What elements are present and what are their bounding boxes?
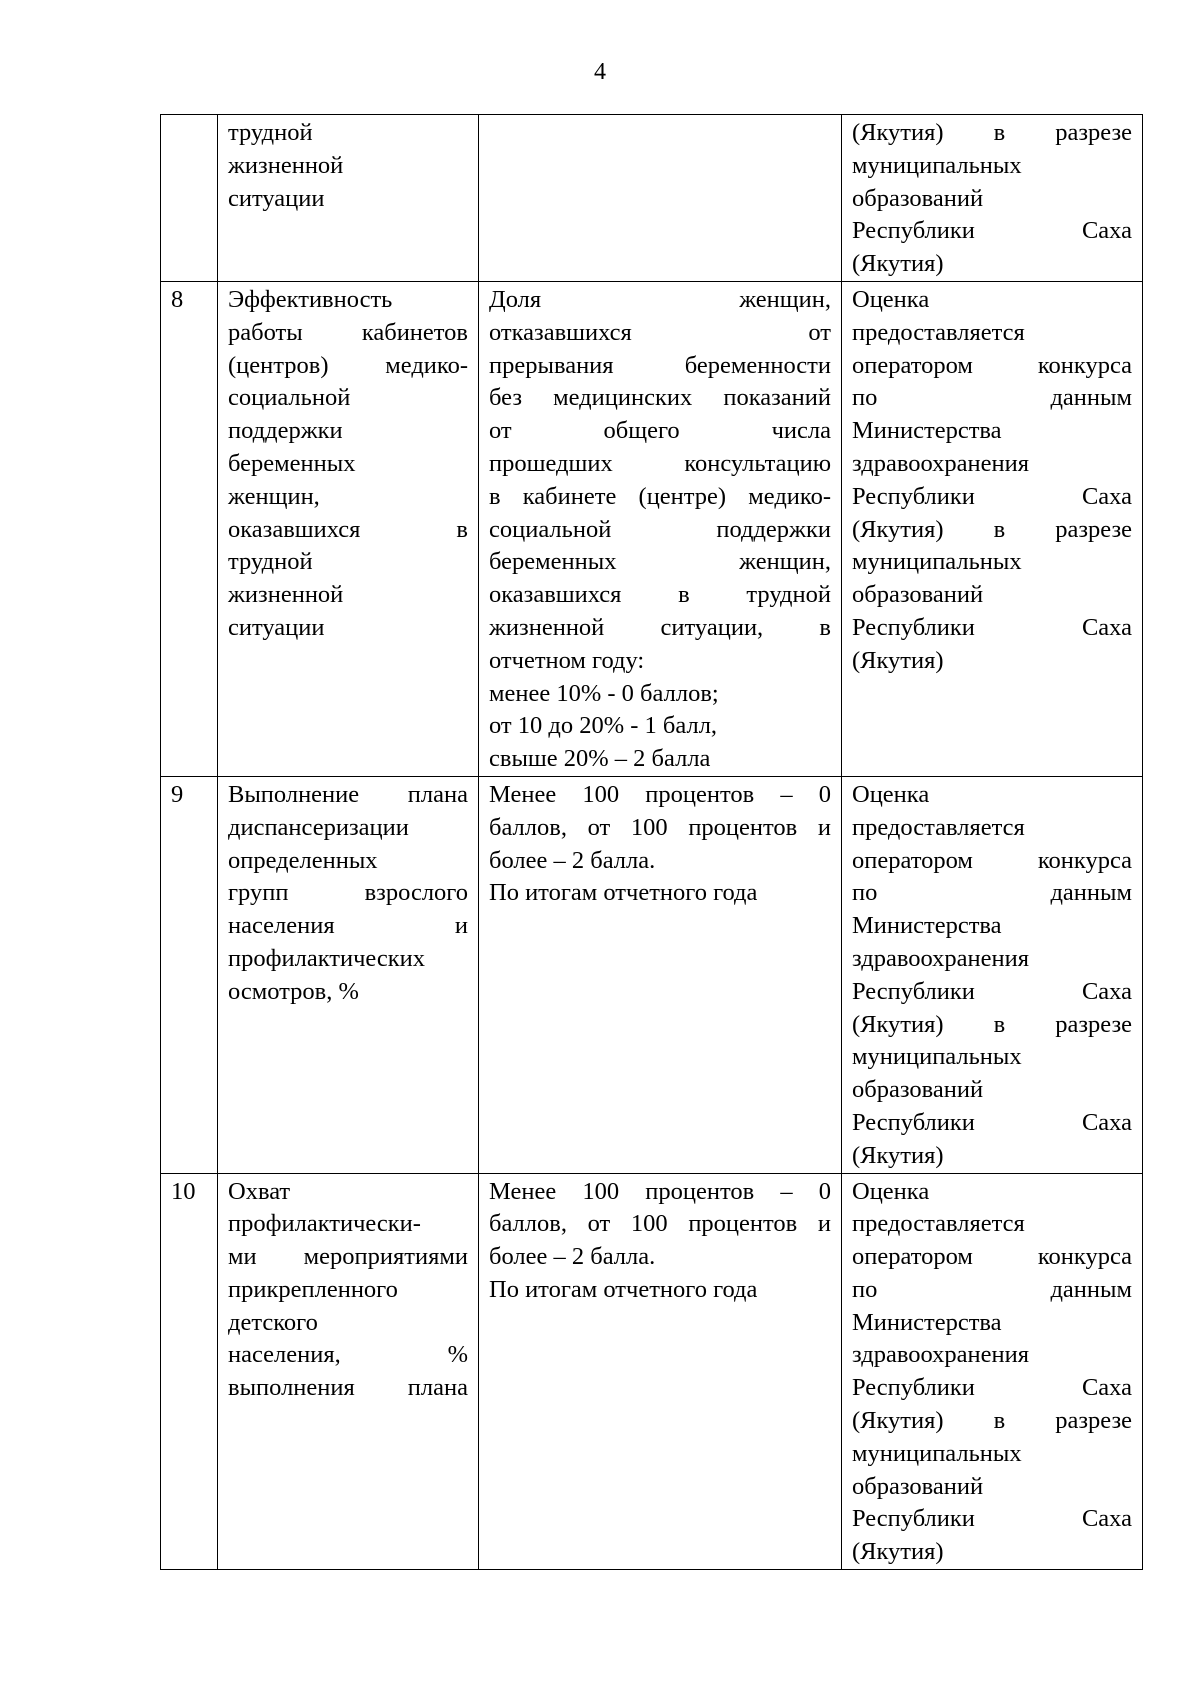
cell-line: жизненной [228, 151, 344, 179]
cell-line: Выполнение плана [228, 780, 468, 808]
cell-line: образований [852, 581, 984, 609]
cell-line: предоставляется [852, 318, 1025, 346]
cell-line: более – 2 балла. [489, 846, 656, 874]
cell-line: Министерства [852, 1308, 1002, 1336]
cell-line: населения и [228, 912, 468, 940]
cell-line: социальной [228, 384, 351, 412]
cell-line: (Якутия) [852, 250, 944, 278]
cell-line: Менее 100 процентов – 0 [489, 1177, 831, 1205]
cell-line: Охват [228, 1177, 291, 1205]
cell-line: прошедших консультацию [489, 449, 831, 477]
cell-line: выполнения плана [228, 1374, 468, 1402]
cell-line: осмотров, % [228, 977, 359, 1005]
cell-line: предоставляется [852, 813, 1025, 841]
cell-line: диспансеризации [228, 813, 409, 841]
row-number: 9 [161, 776, 218, 1173]
cell-line: образований [852, 1472, 984, 1500]
source-cell [842, 1173, 1143, 1570]
cell-line: ситуации [228, 613, 325, 641]
cell-line: муниципальных [852, 1043, 1022, 1071]
cell-line: жизненной [228, 581, 344, 609]
scoring-cell [479, 1173, 842, 1570]
scoring-cell [479, 776, 842, 1173]
cell-line: Республики Саха [852, 1505, 1132, 1533]
cell-line: поддержки [228, 417, 343, 445]
source-cell [842, 115, 1143, 282]
cell-line: (Якутия) [852, 646, 944, 674]
cell-line: менее 10% - 0 баллов; [489, 679, 719, 707]
cell-line: оператором конкурса [852, 1243, 1132, 1271]
cell-line: отчетном году: [489, 646, 645, 674]
cell-line: Оценка [852, 285, 930, 313]
scoring-cell [479, 115, 842, 282]
cell-line: Менее 100 процентов – 0 [489, 780, 831, 808]
cell-line: женщин, [228, 482, 320, 510]
cell-line: социальной поддержки [489, 515, 831, 543]
cell-line: Министерства [852, 912, 1002, 940]
cell-line: муниципальных [852, 151, 1022, 179]
cell-line: прерывания беременности [489, 351, 831, 379]
cell-line: беременных женщин, [489, 548, 831, 576]
scoring-cell [479, 281, 842, 776]
cell-line: трудной [228, 548, 313, 576]
cell-line: в кабинете (центре) медико- [489, 482, 831, 510]
cell-line: работы кабинетов [228, 318, 468, 346]
source-cell [842, 281, 1143, 776]
cell-line: предоставляется [852, 1210, 1025, 1238]
cell-line: населения, % [228, 1341, 468, 1369]
cell-line: Республики Саха [852, 1374, 1132, 1402]
cell-line: беременных [228, 449, 356, 477]
cell-line: По итогам отчетного года [489, 879, 758, 907]
cell-line: Оценка [852, 1177, 930, 1205]
source-cell [842, 776, 1143, 1173]
criterion-cell [218, 776, 479, 1173]
row-number [161, 115, 218, 282]
cell-line: Республики Саха [852, 613, 1132, 641]
table-row [161, 776, 1143, 1173]
cell-line: муниципальных [852, 548, 1022, 576]
cell-line: образований [852, 184, 984, 212]
cell-line: Республики Саха [852, 1108, 1132, 1136]
cell-line: (центров) медико- [228, 351, 468, 379]
cell-line: (Якутия) в разрезе [852, 515, 1132, 543]
table-row [161, 115, 1143, 282]
cell-line: оказавшихся в [228, 515, 468, 543]
cell-line: ми мероприятиями [228, 1243, 468, 1271]
cell-line: оператором конкурса [852, 846, 1132, 874]
cell-line: (Якутия) в разрезе [852, 1010, 1132, 1038]
cell-line: баллов, от 100 процентов и [489, 813, 831, 841]
cell-line: трудной [228, 119, 313, 146]
cell-line: от 10 до 20% - 1 балл, [489, 712, 718, 740]
cell-line: Министерства [852, 417, 1002, 445]
cell-line: профилактически- [228, 1210, 421, 1238]
cell-line: жизненной ситуации, в [489, 613, 831, 641]
criterion-cell [218, 115, 479, 282]
cell-line: баллов, от 100 процентов и [489, 1210, 831, 1238]
cell-line: по данным [852, 384, 1132, 412]
cell-line: здравоохранения [852, 1341, 1029, 1369]
criterion-cell [218, 281, 479, 776]
cell-line: оператором конкурса [852, 351, 1132, 379]
row-number: 10 [161, 1173, 218, 1570]
cell-line: здравоохранения [852, 944, 1029, 972]
cell-line: Оценка [852, 780, 930, 808]
cell-line: Эффективность [228, 285, 393, 313]
criterion-cell [218, 1173, 479, 1570]
cell-line: По итогам отчетного года [489, 1275, 758, 1303]
cell-line: без медицинских показаний [489, 384, 831, 412]
cell-line: свыше 20% – 2 балла [489, 745, 711, 773]
cell-line: муниципальных [852, 1439, 1022, 1467]
cell-line: (Якутия) [852, 1538, 944, 1566]
cell-line: детского [228, 1308, 318, 1336]
cell-line: определенных [228, 846, 378, 874]
cell-line: образований [852, 1076, 984, 1104]
cell-line: отказавшихся от [489, 318, 831, 346]
cell-line: оказавшихся в трудной [489, 581, 831, 609]
cell-line: (Якутия) в разрезе [852, 119, 1132, 146]
cell-line: Республики Саха [852, 217, 1132, 245]
cell-line: здравоохранения [852, 449, 1029, 477]
table-row [161, 1173, 1143, 1570]
cell-line: прикрепленного [228, 1275, 398, 1303]
criteria-table [160, 114, 1143, 1570]
cell-line: профилактических [228, 944, 426, 972]
cell-line: Республики Саха [852, 977, 1132, 1005]
cell-line: ситуации [228, 184, 325, 212]
cell-line: по данным [852, 1275, 1132, 1303]
cell-line: групп взрослого [228, 879, 468, 907]
row-number: 8 [161, 281, 218, 776]
cell-line: Республики Саха [852, 482, 1132, 510]
table-row [161, 281, 1143, 776]
cell-line: Доля женщин, [489, 285, 831, 313]
cell-line: от общего числа [489, 417, 831, 445]
cell-line: более – 2 балла. [489, 1243, 656, 1271]
cell-line: по данным [852, 879, 1132, 907]
page-number: 4 [594, 59, 606, 85]
cell-line: (Якутия) [852, 1141, 944, 1169]
cell-line: (Якутия) в разрезе [852, 1407, 1132, 1435]
